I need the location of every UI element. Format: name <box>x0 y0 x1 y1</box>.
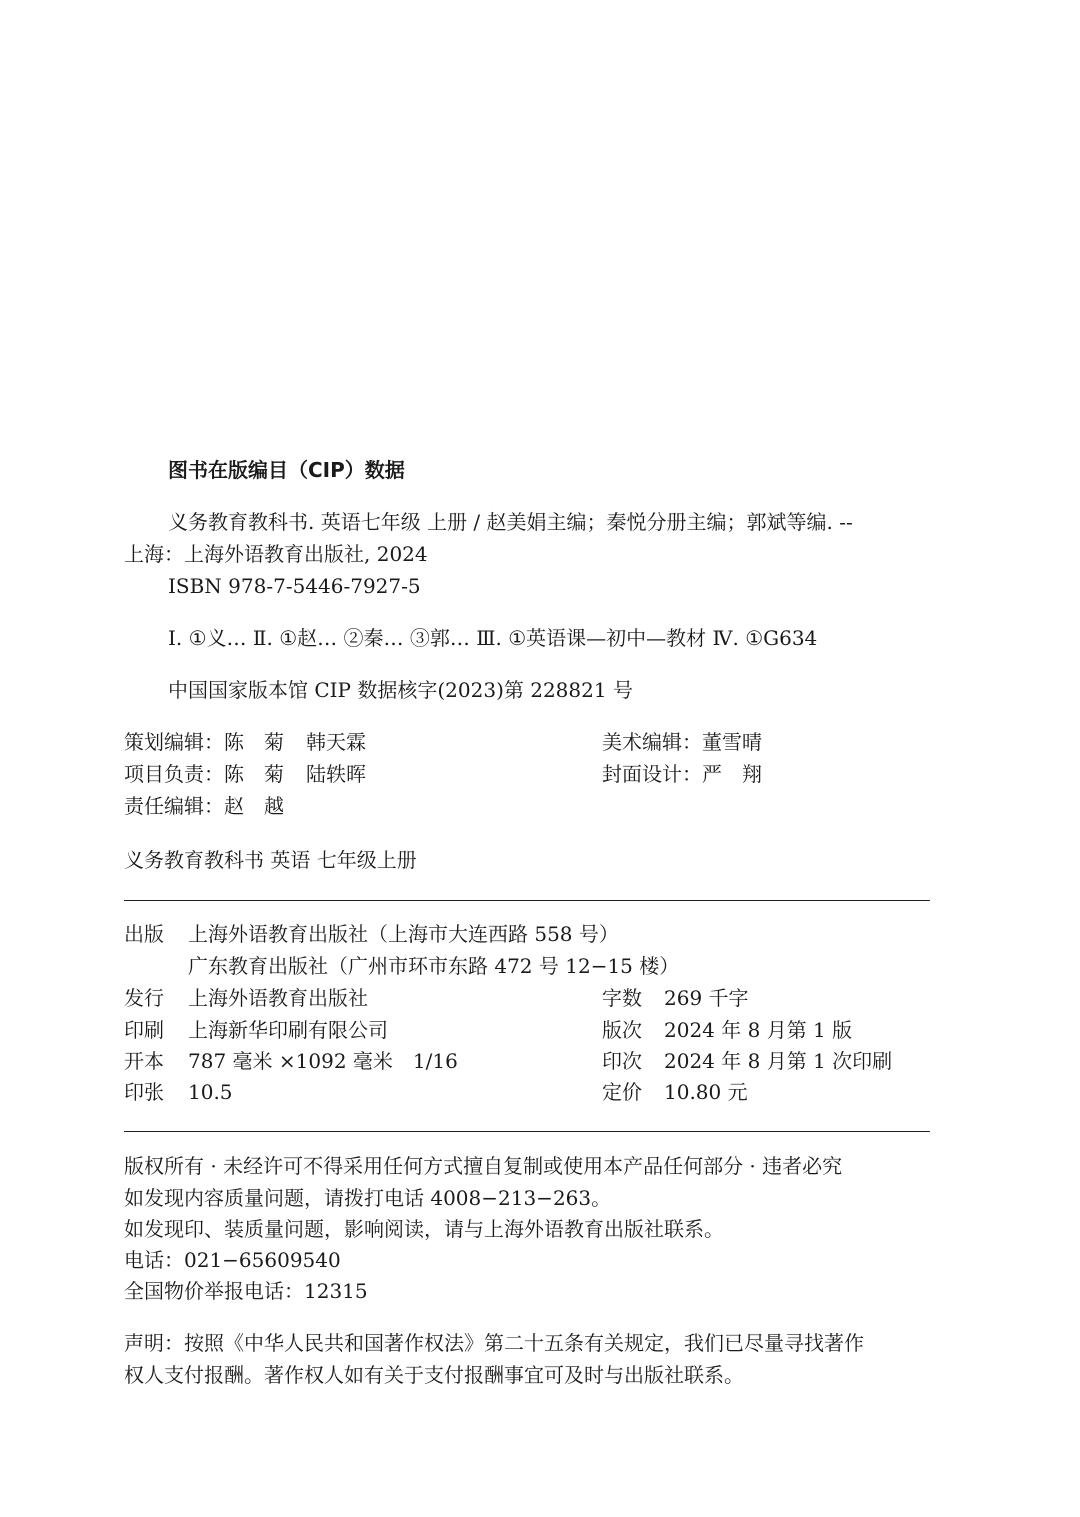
project-lead-label: 项目负责： <box>124 762 224 786</box>
responsible-editor-1: 赵 越 <box>224 794 284 818</box>
cip-check-number: 中国国家版本馆 CIP 数据核字(2023)第 228821 号 <box>168 678 633 702</box>
cip-isbn: ISBN 978-7-5446-7927-5 <box>168 574 421 598</box>
planning-editor-1: 陈 菊 <box>224 730 284 754</box>
sheets-value: 10.5 <box>188 1080 233 1104</box>
words-value: 269 千字 <box>664 986 749 1010</box>
printing-label: 印次 <box>602 1049 642 1073</box>
publish-label: 出版 <box>124 922 164 946</box>
responsible-editor-label: 责任编辑： <box>124 794 224 818</box>
project-lead-2: 陆轶晖 <box>306 762 366 786</box>
divider-bottom <box>124 1131 930 1132</box>
printing-value: 2024 年 8 月第 1 次印刷 <box>664 1049 893 1073</box>
cip-line-2: 上海：上海外语教育出版社, 2024 <box>124 542 428 566</box>
price-value: 10.80 元 <box>664 1080 748 1104</box>
planning-editor-label: 策划编辑： <box>124 730 224 754</box>
quality-hotline: 如发现内容质量问题，请拨打电话 4008−213−263。 <box>124 1186 612 1210</box>
edition-label: 版次 <box>602 1018 642 1042</box>
publisher-1: 上海外语教育出版社（上海市大连西路 558 号） <box>188 922 619 946</box>
price-label: 定价 <box>602 1080 642 1104</box>
art-editor-1: 董雪晴 <box>702 730 762 754</box>
project-lead-1: 陈 菊 <box>224 762 284 786</box>
project-lead-row <box>124 760 366 788</box>
cip-classification: Ⅰ. ①义… Ⅱ. ①赵… ②秦… ③郭… Ⅲ. ①英语课—初中—教材 Ⅳ. ①G634 <box>168 626 818 650</box>
planning-editor-row <box>124 728 366 756</box>
copyright-notice: 版权所有 · 未经许可不得采用任何方式擅自复制或使用本产品任何部分 · 违者必究 <box>124 1154 843 1178</box>
cip-line-1: 义务教育教科书. 英语七年级 上册 / 赵美娟主编；秦悦分册主编；郭斌等编. -- <box>168 510 853 534</box>
distributor: 上海外语教育出版社 <box>188 986 368 1010</box>
book-title: 义务教育教科书 英语 七年级上册 <box>124 848 417 872</box>
planning-editor-2: 韩天霖 <box>306 730 366 754</box>
art-editor-label: 美术编辑： <box>602 730 702 754</box>
responsible-editor-row <box>124 792 284 820</box>
phone: 电话：021−65609540 <box>124 1248 341 1272</box>
format-label: 开本 <box>124 1049 164 1073</box>
format-value: 787 毫米 ×1092 毫米 1/16 <box>188 1049 458 1073</box>
statement-line-1: 声明：按照《中华人民共和国著作权法》第二十五条有关规定，我们已尽量寻找著作 <box>124 1331 864 1355</box>
sheets-label: 印张 <box>124 1080 164 1104</box>
divider-top <box>124 900 930 901</box>
distribute-label: 发行 <box>124 986 164 1010</box>
print-label: 印刷 <box>124 1018 164 1042</box>
statement-line-2: 权人支付报酬。著作权人如有关于支付报酬事宜可及时与出版社联系。 <box>124 1363 744 1387</box>
art-editor-row <box>602 728 762 756</box>
words-label: 字数 <box>602 986 642 1010</box>
cover-design-label: 封面设计： <box>602 762 702 786</box>
cip-title: 图书在版编目（CIP）数据 <box>168 458 405 482</box>
printer: 上海新华印刷有限公司 <box>188 1018 388 1042</box>
print-quality-notice: 如发现印、装质量问题，影响阅读，请与上海外语教育出版社联系。 <box>124 1217 724 1241</box>
cover-designer: 严 翔 <box>702 762 762 786</box>
cover-design-row <box>602 760 762 788</box>
price-report-phone: 全国物价举报电话：12315 <box>124 1279 368 1303</box>
edition-value: 2024 年 8 月第 1 版 <box>664 1018 853 1042</box>
publisher-2: 广东教育出版社（广州市环市东路 472 号 12−15 楼） <box>188 954 680 978</box>
